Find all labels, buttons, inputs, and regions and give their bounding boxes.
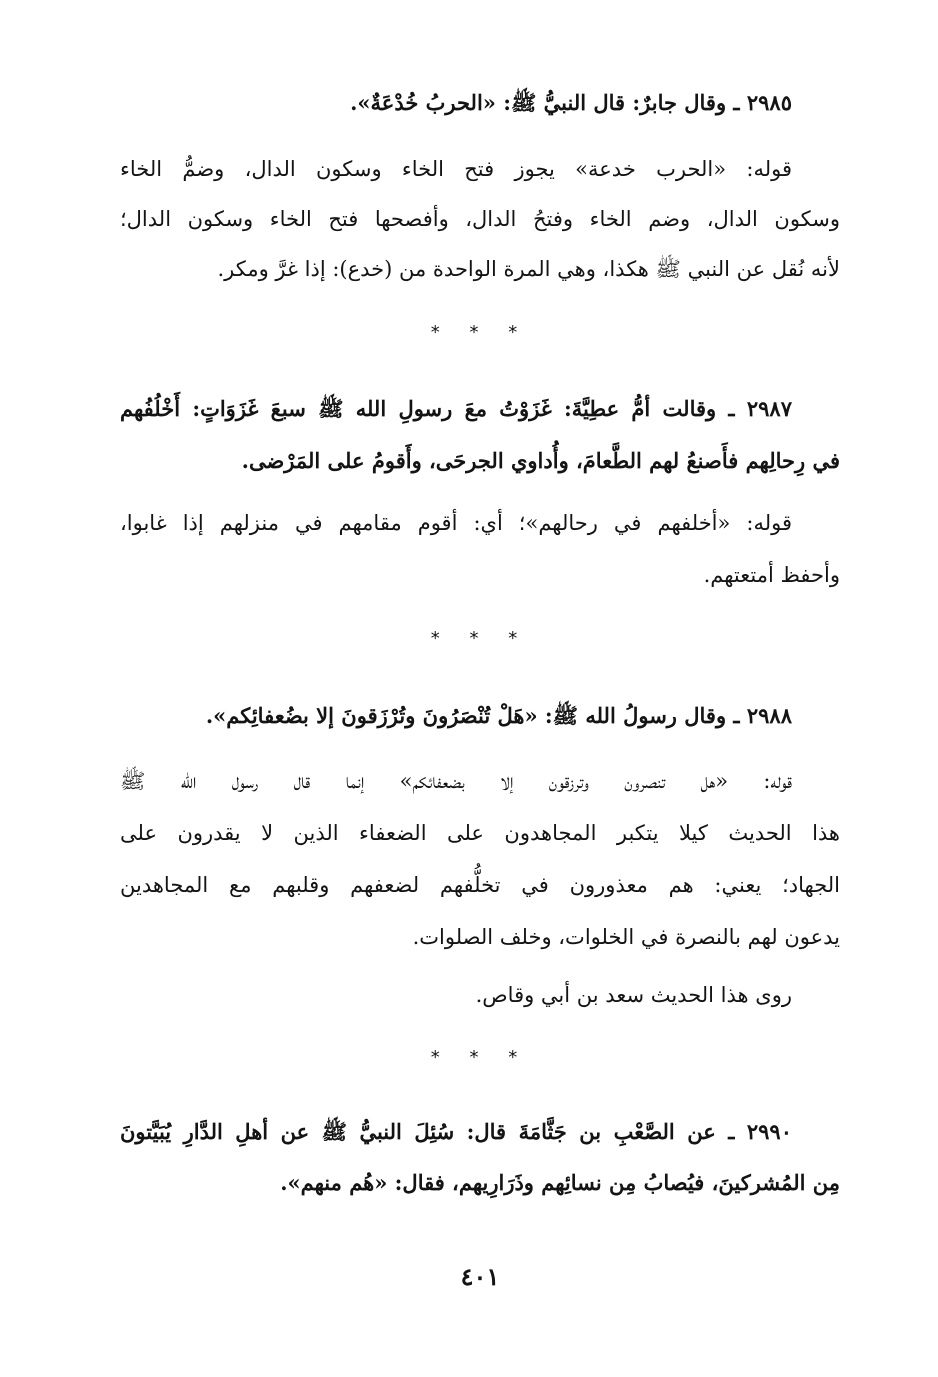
hadith-2987-heading-line-2: في رِحالِهم فأَصنعُ لهم الطَّعامَ، وأُداوي الجرحَى، وأَقومُ على المَرْضى. — [241, 448, 840, 473]
hadith-2988-commentary-line-2: هذا الحديث كيلا يتكبر المجاهدون على الضعفاء الذين لا يقدرون على — [120, 821, 840, 845]
hadith-2987-heading-line-1: ٢٩٨٧ ـ وقالت أمُّ عطِيَّةَ: غَزَوْتُ معَ رسولِ الله ﷺ سبعَ غَزَوَاتٍ: أَخْلُفُهم — [120, 396, 792, 421]
book-page — [120, 0, 840, 1377]
section-separator-1: * * * — [430, 322, 530, 343]
hadith-2988-commentary-line-3: الجهاد؛ يعني: هم معذورون في تخلُّفهم لضعفهم وقلبهم مع المجاهدين — [120, 873, 840, 897]
section-separator-2: * * * — [430, 628, 530, 649]
hadith-2985-commentary-line-2: وسكون الدال، وضم الخاء وفتحُ الدال، وأفصحها فتح الخاء وسكون الدال؛ — [120, 207, 840, 231]
hadith-2985-heading: ٢٩٨٥ ـ وقال جابرٌ: قال النبيُّ ﷺ: «الحربُ خُدْعَةٌ». — [350, 90, 792, 115]
hadith-2990-heading-line-2: مِن المُشركينَ، فيُصابُ مِن نسائِهم وذَرَارِيهم، فقال: «هُم منهم». — [280, 1170, 840, 1195]
hadith-2988-commentary-line-1: قوله: «هل تنصرون وترزقون إلا بضعفائكم» إنما قال رسول الله ﷺ — [120, 769, 792, 793]
hadith-2985-commentary-line-1: قوله: «الحرب خدعة» يجوز فتح الخاء وسكون الدال، وضمُّ الخاء — [120, 157, 792, 181]
section-separator-3: * * * — [430, 1047, 530, 1068]
hadith-2987-commentary-line-2: وأحفظ أمتعتهم. — [703, 563, 840, 587]
hadith-2985-commentary-line-3: لأنه نُقل عن النبي ﷺ هكذا، وهي المرة الواحدة من (خدع): إذا غرَّ ومكر. — [217, 257, 840, 281]
hadith-2988-commentary-line-4: يدعون لهم بالنصرة في الخلوات، وخلف الصلوات. — [412, 925, 840, 949]
hadith-2988-heading: ٢٩٨٨ ـ وقال رسولُ الله ﷺ: «هَلْ تُنْصَرُونَ وتُرْزَقونَ إلا بضُعفائِكم». — [205, 703, 792, 728]
hadith-2988-narrator: روى هذا الحديث سعد بن أبي وقاص. — [475, 983, 792, 1007]
hadith-2987-commentary-line-1: قوله: «أخلفهم في رحالهم»؛ أي: أقوم مقامهم في منزلهم إذا غابوا، — [120, 511, 792, 535]
page-number: ٤٠١ — [460, 1262, 500, 1291]
hadith-2990-heading-line-1: ٢٩٩٠ ـ عن الصَّعْبِ بن جَثَّامَةَ قال: سُئِلَ النبيُّ ﷺ عن أهلِ الدَّارِ يُبَيَّتونَ — [120, 1119, 792, 1144]
